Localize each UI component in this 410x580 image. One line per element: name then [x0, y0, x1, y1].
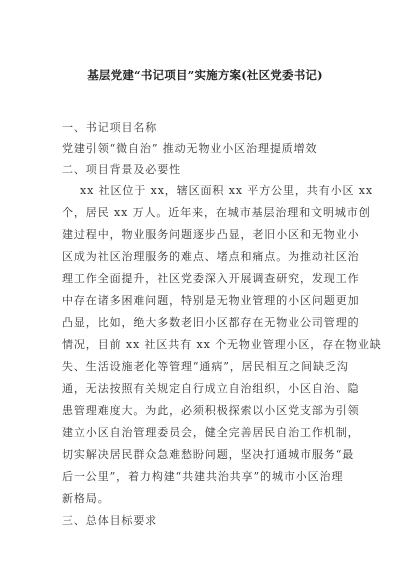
paragraph-line: 通，无法按照有关规定自行成立自治组织，小区自治、隐 [62, 382, 360, 395]
section-1-content: 党建引领“微自治” 推动无物业小区治理提质增效 [62, 142, 318, 155]
paragraph-line: 凸显，比如，绝大多数老旧小区都存在无物业公司管理的 [62, 316, 360, 329]
paragraph-line: 后一公里”，着力构建“共建共治共享”的城市小区治理 [62, 470, 344, 483]
paragraph-line: 情况，目前 xx 社区共有 xx 个无物业管理小区，存在物业缺 [62, 338, 382, 351]
paragraph-line: 患管理难度大。为此，必须积极探索以小区党支部为引领 [62, 404, 360, 417]
paragraph-line: 建过程中，物业服务问题逐步凸显，老旧小区和无物业小 [62, 228, 360, 241]
section-2-heading: 二、项目背景及必要性 [62, 163, 181, 176]
paragraph-line: 个，居民 xx 万人。近年来，在城市基层治理和文明城市创 [62, 206, 371, 219]
section-1-heading: 一、书记项目名称 [62, 121, 158, 134]
paragraph-line: 区成为社区治理服务的难点、堵点和痛点。为推动社区治 [62, 250, 360, 263]
paragraph-line: 理工作全面提升，社区党委深入开展调查研究，发现工作 [62, 272, 360, 285]
paragraph-line: 失、生活设施老化等管理“通病”，居民相互之间缺乏沟 [62, 360, 349, 373]
paragraph-line: 新格局。 [62, 492, 110, 505]
paragraph-line: 建立小区自治管理委员会，健全完善居民自治工作机制， [62, 426, 360, 439]
document-title: 基层党建“书记项目”实施方案(社区党委书记) [87, 68, 323, 82]
paragraph-line: 切实解决居民群众急难愁盼问题，坚决打通城市服务“最 [62, 448, 355, 461]
paragraph-line: 中存在诸多困难问题，特别是无物业管理的小区问题更加 [62, 294, 360, 307]
section-3-heading: 三、总体目标要求 [62, 514, 158, 527]
paragraph-line: xx 社区位于 xx，辖区面积 xx 平方公里，共有小区 xx [80, 184, 374, 197]
